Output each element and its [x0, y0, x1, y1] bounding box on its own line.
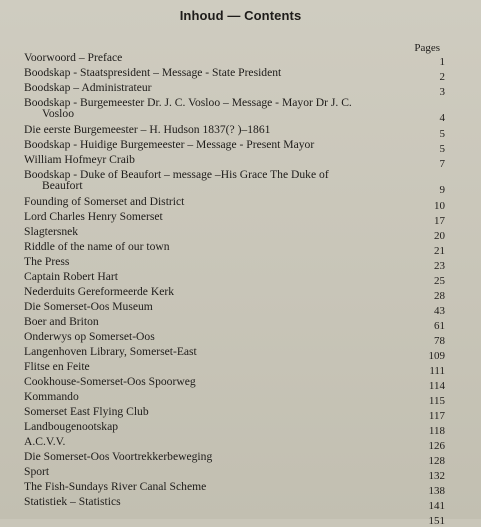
toc-entry-title	[24, 421, 118, 433]
toc-entry-page: 4	[439, 112, 445, 124]
toc-entry-title	[24, 481, 206, 493]
toc-entry	[24, 50, 445, 68]
toc-entry-title-line1: Langenhoven Library, Somerset-East	[24, 345, 197, 358]
toc-entry	[24, 374, 445, 392]
toc-entry-title	[24, 286, 174, 298]
toc-entry-page: 5	[439, 128, 445, 140]
toc-entry-title	[24, 301, 153, 313]
toc-entry-page: 20	[434, 230, 445, 242]
contents-heading: Inhoud — Contents	[179, 8, 302, 23]
toc-entry-page: 141	[428, 500, 445, 512]
toc-entry	[24, 254, 445, 272]
toc-entry-page: 1	[439, 56, 445, 68]
toc-entry-page: 2	[439, 71, 445, 83]
toc-entry-page: 138	[428, 485, 445, 497]
toc-entry-title-line1: Somerset East Flying Club	[24, 405, 149, 418]
toc-entry	[24, 494, 445, 512]
toc-entry-title	[24, 496, 121, 508]
toc-entry-title	[24, 316, 99, 328]
toc-entry-title	[24, 196, 184, 208]
toc-entry-title-line1: Boodskap - Duke of Beaufort – message –His Grace The Duke of	[24, 168, 329, 181]
toc-entry	[24, 419, 445, 437]
toc-entry	[24, 269, 445, 287]
toc-entry-title-line2: Beaufort	[42, 179, 83, 192]
toc-entry-title	[24, 211, 163, 223]
toc-entry-title	[24, 241, 170, 253]
toc-entry-title-line1: Boodskap - Staatspresident – Message - State President	[24, 66, 282, 79]
toc-entry-page: 3	[439, 86, 445, 98]
toc-entry-page: 9	[439, 184, 445, 196]
toc-entry-title-line1: Boodskap - Huidige Burgemeester – Message - Present Mayor	[24, 138, 315, 151]
toc-entry	[24, 95, 445, 122]
toc-entry	[24, 209, 445, 227]
toc-entry	[24, 464, 445, 482]
toc-entry	[24, 449, 445, 467]
toc-entry-page: 61	[434, 320, 445, 332]
toc-entry-page: 151	[428, 515, 445, 527]
toc-entry-page: 114	[428, 380, 445, 392]
toc-entry	[24, 80, 445, 98]
toc-entry	[24, 314, 445, 332]
toc-entry-title-line1: Boer and Briton	[24, 315, 99, 328]
toc-entry-title	[24, 331, 155, 343]
toc-entry-page: 23	[434, 260, 445, 272]
toc-entry-title-line1: Boodskap - Burgemeester Dr. J. C. Vosloo – Message - Mayor Dr J. C.	[24, 96, 352, 109]
toc-entry-title-line1: Kommando	[24, 390, 79, 403]
toc-entry-page: 118	[428, 425, 445, 437]
toc-entry-page: 17	[434, 215, 445, 227]
toc-entry	[24, 329, 445, 347]
toc-entry-page: 43	[434, 305, 445, 317]
toc-entry-title-line1: Slagtersnek	[24, 225, 79, 238]
toc-entry-title-line2: Vosloo	[42, 107, 75, 120]
toc-entry-page: 109	[428, 350, 445, 362]
toc-entry-title	[24, 466, 49, 478]
toc-entry-title-line1: Onderwys op Somerset-Oos	[24, 330, 155, 343]
toc-entry-title-line1: Cookhouse-Somerset-Oos Spoorweg	[24, 375, 196, 388]
toc-entry	[24, 239, 445, 257]
toc-entry-title-line1: Captain Robert Hart	[24, 270, 119, 283]
toc-entry-title-line1: Statistiek – Statistics	[24, 495, 121, 508]
toc-entry-title-line1: Founding of Somerset and District	[24, 195, 185, 208]
pages-column-label: Pages	[414, 42, 440, 54]
toc-entry-title	[24, 271, 118, 283]
toc-entry-title	[24, 391, 79, 403]
toc-entry-title	[24, 376, 196, 388]
toc-entry	[24, 389, 445, 407]
toc-entry-title	[24, 256, 69, 268]
toc-entry-title	[24, 67, 281, 79]
toc-entry-page: 126	[428, 440, 445, 452]
toc-entry	[24, 167, 445, 194]
toc-entry-title-line1: Die eerste Burgemeester – H. Hudson 1837(? )–1861	[24, 123, 271, 136]
toc-entry-title	[24, 124, 270, 136]
toc-entry-title-line1: Riddle of the name of our town	[24, 240, 170, 253]
toc-entry-title-line1: Sport	[24, 465, 50, 478]
toc-entry-title	[24, 361, 90, 373]
toc-entry-title-line1: Flitse en Feite	[24, 360, 90, 373]
toc-entry-title-line1: William Hofmeyr Craib	[24, 153, 135, 166]
toc-entry	[24, 152, 445, 170]
toc-entry	[24, 65, 445, 83]
toc-entry-title-line1: Die Somerset-Oos Museum	[24, 300, 153, 313]
toc-entry-page: 117	[428, 410, 445, 422]
toc-entry	[24, 509, 445, 527]
toc-entry-title	[24, 97, 352, 119]
toc-entry-page: 7	[439, 158, 445, 170]
toc-entry-title	[24, 139, 314, 151]
toc-entry-title	[24, 451, 212, 463]
toc-entry-page: 21	[434, 245, 445, 257]
toc-entry-page: 25	[434, 275, 445, 287]
toc-entry-page: 132	[428, 470, 445, 482]
toc-entry	[24, 479, 445, 497]
toc-entry	[24, 344, 445, 362]
toc-entry-title-line1: Nederduits Gereformeerde Kerk	[24, 285, 174, 298]
toc-entry-title	[24, 154, 135, 166]
toc-entry	[24, 434, 445, 452]
toc-entry-title-line1: Landbougenootskap	[24, 420, 119, 433]
toc-entry	[24, 299, 445, 317]
toc-entry-title	[24, 226, 78, 238]
toc-entry-title-line1: The Press	[24, 255, 70, 268]
table-of-contents	[24, 50, 445, 527]
toc-entry-title-line1: Voorwoord – Preface	[24, 51, 123, 64]
toc-entry-title	[24, 406, 149, 418]
toc-entry	[24, 404, 445, 422]
toc-entry-title	[24, 169, 329, 191]
toc-entry	[24, 137, 445, 155]
toc-entry-page: 5	[439, 143, 445, 155]
toc-entry-title	[24, 52, 122, 64]
toc-entry-page: 111	[429, 365, 445, 377]
toc-entry-page: 115	[428, 395, 445, 407]
toc-entry-title-line1: The Fish-Sundays River Canal Scheme	[24, 480, 207, 493]
toc-entry-title-line1: Boodskap – Administrateur	[24, 81, 152, 94]
toc-entry	[24, 359, 445, 377]
toc-entry-page: 10	[434, 200, 445, 212]
toc-entry-page: 28	[434, 290, 445, 302]
toc-entry-title	[24, 82, 152, 94]
toc-entry-title	[24, 346, 197, 358]
toc-entry-title	[24, 436, 65, 448]
toc-entry	[24, 284, 445, 302]
toc-entry	[24, 122, 445, 140]
toc-entry-page: 78	[434, 335, 445, 347]
toc-entry-page: 128	[428, 455, 445, 467]
toc-entry-title-line1: Lord Charles Henry Somerset	[24, 210, 163, 223]
toc-entry	[24, 194, 445, 212]
toc-entry-title-line1: Die Somerset-Oos Voortrekkerbeweging	[24, 450, 213, 463]
toc-entry	[24, 224, 445, 242]
toc-entry-title-line1: A.C.V.V.	[24, 435, 66, 448]
